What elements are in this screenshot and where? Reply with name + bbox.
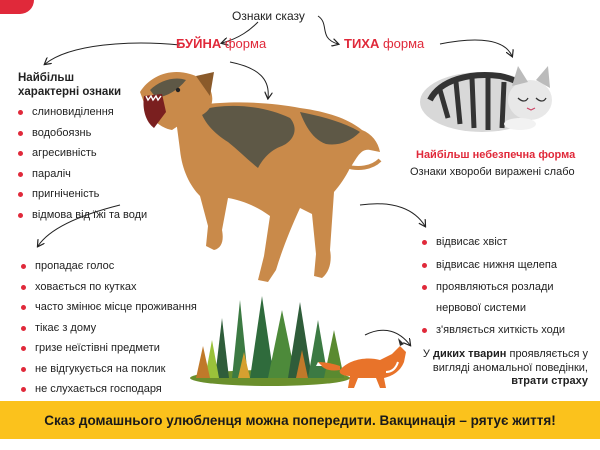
list-item: гризе неїстівні предмети bbox=[21, 338, 197, 359]
arrow-violent-to-dog bbox=[230, 62, 268, 98]
quiet-form-label bbox=[344, 36, 424, 51]
wild-bold-animals: диких тварин bbox=[432, 348, 507, 360]
wild-prefix: У bbox=[422, 348, 430, 360]
quiet-form-name: ТИХА bbox=[344, 36, 380, 51]
violent-heading-line2: характерні ознаки bbox=[18, 86, 122, 98]
rabies-signs-title: Ознаки сказу bbox=[232, 9, 305, 23]
list-item: не відгукується на поклик bbox=[21, 359, 197, 380]
list-item: пропадає голос bbox=[21, 256, 197, 277]
violent-form-word: форма bbox=[224, 36, 267, 51]
wild-bold-fear: втрати страху bbox=[511, 375, 588, 387]
wild-animals-note bbox=[418, 348, 588, 389]
forest-image bbox=[190, 296, 350, 386]
list-item: параліч bbox=[18, 164, 147, 185]
early-signs-list bbox=[21, 256, 197, 400]
list-item: агресивність bbox=[18, 143, 147, 164]
list-item: не слухається господаря bbox=[21, 379, 197, 400]
list-item: ховається по кутках bbox=[21, 277, 197, 298]
weak-signs-label: Ознаки хвороби виражені слабо bbox=[410, 166, 575, 178]
wild-middle: проявляється у вигляді аномальної поведінки, bbox=[432, 348, 588, 374]
arrow-fox-to-wild bbox=[365, 330, 410, 345]
list-item: тікає з дому bbox=[21, 318, 197, 339]
violent-form-label bbox=[176, 36, 266, 51]
list-item: відвисає хвіст bbox=[422, 232, 582, 253]
quiet-form-word: форма bbox=[382, 36, 425, 51]
arrow-violent-to-signs bbox=[45, 43, 180, 64]
arrow-quiet-to-cat bbox=[440, 40, 512, 56]
list-item: водобоязнь bbox=[18, 123, 147, 144]
list-item: проявляються розлади нервової системи bbox=[422, 277, 582, 318]
violent-signs-list bbox=[18, 102, 147, 225]
arrow-dog-to-quiet-signs bbox=[360, 204, 425, 226]
violent-form-name: БУЙНА bbox=[176, 36, 222, 51]
list-item: слиновиділення bbox=[18, 102, 147, 123]
violent-heading-line1: Найбільш bbox=[18, 72, 75, 84]
violent-signs-heading bbox=[18, 71, 121, 99]
most-dangerous-form-label: Найбільш небезпечна форма bbox=[416, 149, 576, 161]
quiet-signs-list bbox=[422, 232, 582, 343]
sleeping-cat-image bbox=[420, 66, 552, 132]
list-item: відмова від їжі та води bbox=[18, 205, 147, 226]
banner-text: Сказ домашнього улюбленця можна попередити. Вакцинація – рятує життя! bbox=[44, 412, 556, 428]
list-item: з'являється хиткість ходи bbox=[422, 320, 582, 341]
arrow-title-to-quiet bbox=[318, 16, 338, 44]
list-item: часто змінює місце проживання bbox=[21, 297, 197, 318]
list-item: відвисає нижня щелепа bbox=[422, 255, 582, 276]
vaccination-banner bbox=[0, 401, 600, 439]
rabid-dog-image bbox=[140, 72, 380, 282]
list-item: пригніченість bbox=[18, 184, 147, 205]
